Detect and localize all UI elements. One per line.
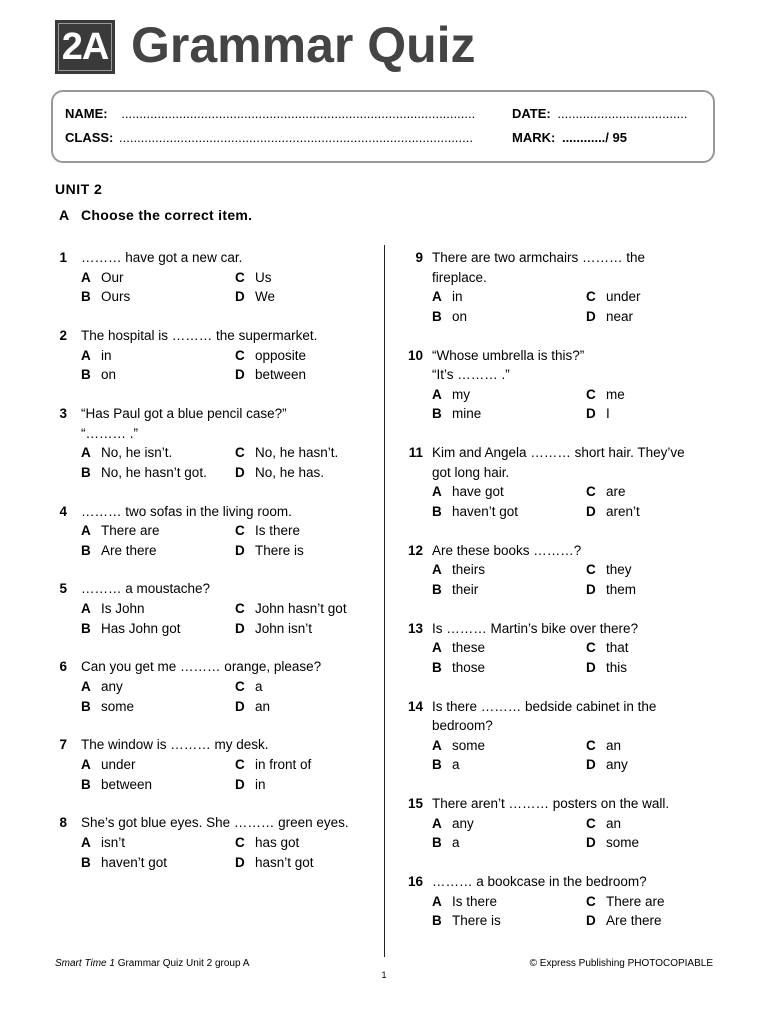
option-text: under bbox=[101, 757, 136, 772]
option-text: between bbox=[101, 776, 153, 792]
option-letter: D bbox=[586, 757, 596, 773]
option-letter: B bbox=[81, 542, 91, 558]
question-text: There are two armchairs ……… the fireplace. bbox=[432, 250, 646, 285]
answer-option-a[interactable] bbox=[432, 385, 586, 405]
option-letter: B bbox=[81, 289, 91, 305]
answer-option-c[interactable] bbox=[586, 736, 736, 756]
question-number: 10 bbox=[407, 347, 423, 363]
mark-row bbox=[512, 130, 627, 145]
option-text: between bbox=[255, 367, 307, 383]
question-number: 6 bbox=[59, 659, 67, 675]
option-text: this bbox=[606, 659, 628, 675]
answer-options bbox=[81, 268, 375, 307]
question-text: ……… have got a new car. bbox=[81, 250, 243, 265]
answer-option-d[interactable] bbox=[586, 502, 736, 522]
answer-option-d[interactable] bbox=[586, 307, 736, 327]
option-text: John hasn’t got bbox=[255, 601, 347, 617]
option-letter: D bbox=[586, 913, 596, 929]
option-text: There are bbox=[606, 893, 665, 909]
question-text: “Has Paul got a blue pencil case?” “……… .” bbox=[81, 405, 287, 441]
option-text: Is there bbox=[452, 893, 498, 909]
question-text: The hospital is ……… the supermarket. bbox=[81, 327, 318, 343]
option-text: No, he hasn’t got. bbox=[101, 464, 207, 480]
answer-option-c[interactable] bbox=[586, 482, 736, 502]
option-text: they bbox=[606, 562, 632, 578]
option-letter: C bbox=[586, 289, 596, 305]
question-number: 15 bbox=[407, 796, 423, 812]
question-number: 4 bbox=[59, 503, 67, 519]
option-text: mine bbox=[452, 406, 482, 422]
section-letter: A bbox=[59, 207, 70, 223]
question-number: 2 bbox=[59, 327, 67, 343]
option-letter: C bbox=[235, 523, 245, 539]
option-letter: A bbox=[81, 523, 91, 539]
question-text: ……… two sofas in the living room. bbox=[81, 503, 292, 519]
answer-options bbox=[432, 287, 723, 326]
answer-option-c[interactable] bbox=[586, 287, 736, 307]
answer-option-b[interactable] bbox=[432, 755, 586, 775]
question-text: ……… a moustache? bbox=[81, 581, 211, 597]
answer-options bbox=[432, 736, 723, 775]
option-letter: B bbox=[81, 698, 91, 714]
question-item bbox=[55, 579, 375, 638]
option-letter: D bbox=[235, 464, 245, 480]
option-text: an bbox=[255, 698, 271, 714]
option-text: No, he hasn’t. bbox=[255, 445, 339, 461]
option-letter: B bbox=[81, 464, 91, 480]
option-text: haven’t got bbox=[452, 503, 519, 519]
answer-option-c[interactable] bbox=[235, 268, 385, 288]
answer-option-a[interactable] bbox=[432, 736, 586, 756]
answer-option-a[interactable] bbox=[432, 814, 586, 834]
name-field[interactable]: .................................................................................................. bbox=[121, 106, 476, 121]
option-text: on bbox=[452, 308, 468, 324]
option-letter: C bbox=[235, 601, 245, 617]
option-letter: A bbox=[432, 484, 442, 500]
option-letter: D bbox=[235, 367, 245, 383]
option-letter: D bbox=[235, 289, 245, 305]
option-letter: B bbox=[432, 406, 442, 422]
question-item bbox=[403, 872, 723, 931]
option-text: No, he has. bbox=[255, 464, 325, 480]
date-field[interactable]: .................................... bbox=[557, 106, 688, 121]
option-text: No, he isn’t. bbox=[101, 445, 173, 461]
option-text: some bbox=[452, 737, 486, 753]
answer-option-a[interactable] bbox=[81, 599, 235, 619]
answer-option-a[interactable] bbox=[81, 521, 235, 541]
option-letter: C bbox=[586, 562, 596, 578]
option-text: have got bbox=[452, 484, 504, 500]
question-item bbox=[55, 248, 375, 307]
question-item bbox=[55, 735, 375, 794]
option-letter: B bbox=[432, 308, 442, 324]
option-text: has got bbox=[255, 834, 300, 850]
option-text: There is bbox=[452, 913, 501, 929]
answer-options bbox=[81, 677, 375, 716]
answer-option-b[interactable] bbox=[81, 697, 235, 717]
option-text: in bbox=[255, 776, 266, 792]
question-text: ……… a bookcase in the bedroom? bbox=[432, 874, 647, 890]
answer-option-b[interactable] bbox=[432, 580, 586, 600]
answer-options bbox=[81, 755, 375, 794]
answer-option-b[interactable] bbox=[81, 365, 235, 385]
date-row bbox=[512, 106, 687, 121]
answer-option-d[interactable] bbox=[586, 658, 736, 678]
option-text: theirs bbox=[452, 562, 486, 578]
option-letter: B bbox=[432, 581, 442, 597]
question-item bbox=[55, 326, 375, 385]
option-text: Our bbox=[101, 269, 124, 285]
question-text: Is there ……… bedside cabinet in the bedroom? bbox=[432, 698, 657, 734]
option-text: that bbox=[606, 640, 629, 656]
question-item bbox=[403, 697, 723, 775]
option-letter: D bbox=[235, 776, 245, 792]
left-question-column bbox=[55, 248, 375, 891]
option-text: Is John bbox=[101, 601, 145, 617]
option-letter: A bbox=[81, 601, 91, 617]
option-text: me bbox=[606, 386, 625, 402]
mark-field[interactable]: ............/ 95 bbox=[561, 130, 627, 145]
option-text: Has John got bbox=[101, 620, 181, 636]
page-title: Grammar Quiz bbox=[131, 17, 476, 73]
option-letter: A bbox=[81, 347, 91, 363]
question-text: The window is ……… my desk. bbox=[81, 737, 269, 753]
option-text: on bbox=[101, 367, 117, 383]
question-item bbox=[403, 443, 723, 521]
option-text: them bbox=[606, 581, 637, 597]
question-text: There aren’t ……… posters on the wall. bbox=[432, 796, 670, 812]
option-letter: A bbox=[81, 445, 91, 461]
answer-option-b[interactable] bbox=[81, 541, 235, 561]
question-item bbox=[403, 794, 723, 853]
question-number: 5 bbox=[59, 581, 67, 597]
mark-label: MARK: bbox=[512, 130, 556, 145]
answer-options bbox=[432, 560, 723, 599]
answer-options bbox=[81, 521, 375, 560]
answer-option-a[interactable] bbox=[432, 560, 586, 580]
option-letter: C bbox=[235, 445, 245, 461]
option-text: any bbox=[452, 815, 474, 831]
answer-option-d[interactable] bbox=[586, 911, 736, 931]
answer-option-c[interactable] bbox=[586, 892, 736, 912]
answer-option-c[interactable] bbox=[586, 385, 736, 405]
question-text: Is ……… Martin’s bike over there? bbox=[432, 620, 639, 636]
option-text: opposite bbox=[255, 347, 307, 363]
student-info-box bbox=[51, 90, 715, 163]
question-number: 8 bbox=[59, 815, 67, 831]
answer-option-b[interactable] bbox=[81, 287, 235, 307]
option-letter: A bbox=[81, 757, 91, 772]
option-letter: B bbox=[81, 620, 91, 636]
question-number: 11 bbox=[408, 445, 423, 461]
answer-option-a[interactable] bbox=[432, 638, 586, 658]
option-text: Is there bbox=[255, 523, 301, 539]
section-heading bbox=[59, 207, 252, 223]
option-text: a bbox=[452, 757, 460, 773]
answer-option-c[interactable] bbox=[235, 599, 385, 619]
answer-option-a[interactable] bbox=[81, 268, 235, 288]
option-letter: D bbox=[235, 698, 245, 714]
footer-copyright: © Express Publishing PHOTOCOPIABLE bbox=[529, 958, 713, 969]
option-letter: C bbox=[235, 757, 245, 772]
answer-option-c[interactable] bbox=[235, 521, 385, 541]
answer-option-a[interactable] bbox=[81, 755, 235, 775]
unit-badge: 2A bbox=[55, 20, 115, 74]
option-text: Are there bbox=[606, 913, 662, 929]
option-letter: A bbox=[432, 737, 442, 753]
answer-option-a[interactable] bbox=[432, 892, 586, 912]
answer-option-a[interactable] bbox=[81, 443, 235, 463]
option-text: some bbox=[606, 835, 640, 851]
option-letter: D bbox=[586, 581, 596, 597]
option-letter: C bbox=[586, 737, 596, 753]
answer-option-d[interactable] bbox=[586, 580, 736, 600]
question-item bbox=[403, 619, 723, 678]
option-text: aren’t bbox=[606, 503, 640, 519]
footer-description: Grammar Quiz Unit 2 group A bbox=[114, 958, 250, 969]
option-letter: A bbox=[81, 269, 91, 285]
footer-book-title: Smart Time 1 bbox=[55, 958, 115, 969]
answer-option-b[interactable] bbox=[81, 775, 235, 795]
option-letter: B bbox=[432, 757, 442, 773]
answer-option-d[interactable] bbox=[586, 404, 736, 424]
option-text: haven’t got bbox=[101, 854, 168, 870]
answer-option-d[interactable] bbox=[235, 463, 385, 483]
option-text: There are bbox=[101, 523, 160, 539]
section-instruction: Choose the correct item. bbox=[81, 207, 253, 223]
option-letter: C bbox=[235, 269, 245, 285]
option-letter: A bbox=[432, 562, 442, 578]
option-text: isn’t bbox=[101, 834, 126, 850]
question-number: 7 bbox=[59, 737, 67, 753]
option-letter: B bbox=[81, 776, 91, 792]
answer-option-d[interactable] bbox=[586, 755, 736, 775]
question-number: 12 bbox=[407, 542, 423, 558]
option-text: We bbox=[255, 289, 276, 305]
question-text: Kim and Angela ……… short hair. They’ve got long hair. bbox=[432, 445, 685, 480]
date-label: DATE: bbox=[512, 106, 551, 121]
answer-option-b[interactable] bbox=[81, 853, 235, 873]
answer-option-d[interactable] bbox=[235, 775, 385, 795]
option-text: near bbox=[606, 308, 634, 324]
option-text: I bbox=[606, 406, 610, 422]
question-text: Can you get me ……… orange, please? bbox=[81, 659, 322, 675]
page-number: 1 bbox=[381, 970, 387, 980]
option-letter: C bbox=[235, 679, 245, 695]
option-letter: A bbox=[432, 386, 442, 402]
option-letter: B bbox=[81, 367, 91, 383]
answer-option-d[interactable] bbox=[235, 541, 385, 561]
option-letter: D bbox=[586, 659, 596, 675]
question-text: She’s got blue eyes. She ……… green eyes. bbox=[81, 815, 349, 831]
answer-options bbox=[432, 385, 723, 424]
footer-left bbox=[55, 958, 249, 969]
question-number: 9 bbox=[415, 250, 423, 265]
option-text: an bbox=[606, 737, 622, 753]
option-letter: C bbox=[586, 386, 596, 402]
answer-option-c[interactable] bbox=[235, 833, 385, 853]
option-text: those bbox=[452, 659, 486, 675]
option-letter: B bbox=[432, 659, 442, 675]
option-text: any bbox=[101, 679, 123, 695]
option-text: some bbox=[101, 698, 135, 714]
option-letter: A bbox=[432, 640, 442, 656]
question-number: 16 bbox=[407, 874, 423, 890]
answer-option-d[interactable] bbox=[235, 619, 385, 639]
answer-option-b[interactable] bbox=[432, 833, 586, 853]
option-text: a bbox=[452, 835, 460, 851]
answer-option-a[interactable] bbox=[81, 833, 235, 853]
option-text: their bbox=[452, 581, 479, 597]
answer-option-c[interactable] bbox=[235, 346, 385, 366]
option-text: are bbox=[606, 484, 626, 500]
answer-option-d[interactable] bbox=[235, 365, 385, 385]
answer-option-b[interactable] bbox=[432, 307, 586, 327]
answer-option-d[interactable] bbox=[235, 853, 385, 873]
option-text: these bbox=[452, 640, 486, 656]
option-letter: C bbox=[586, 815, 596, 831]
option-letter: D bbox=[586, 503, 596, 519]
option-letter: B bbox=[432, 503, 442, 519]
answer-option-b[interactable] bbox=[432, 404, 586, 424]
question-number: 3 bbox=[59, 405, 67, 421]
option-letter: A bbox=[81, 679, 91, 695]
answer-option-c[interactable] bbox=[235, 443, 385, 463]
option-letter: A bbox=[432, 289, 442, 305]
option-text: Are there bbox=[101, 542, 157, 558]
question-text: Are these books ………? bbox=[432, 542, 582, 558]
option-text: hasn’t got bbox=[255, 854, 314, 870]
option-letter: B bbox=[432, 835, 442, 851]
option-letter: D bbox=[586, 406, 596, 422]
class-field[interactable]: .................................................................................................. bbox=[119, 130, 473, 145]
option-text: any bbox=[606, 757, 628, 773]
answer-option-b[interactable] bbox=[81, 463, 235, 483]
answer-option-a[interactable] bbox=[432, 482, 586, 502]
unit-heading: UNIT 2 bbox=[55, 181, 103, 197]
option-letter: D bbox=[235, 620, 245, 636]
option-letter: C bbox=[235, 834, 245, 850]
option-letter: D bbox=[586, 835, 596, 851]
question-number: 13 bbox=[407, 620, 423, 636]
option-letter: B bbox=[432, 913, 442, 929]
answer-option-c[interactable] bbox=[586, 638, 736, 658]
option-text: in front of bbox=[255, 757, 312, 772]
question-number: 1 bbox=[59, 250, 67, 265]
answer-option-d[interactable] bbox=[235, 287, 385, 307]
option-letter: C bbox=[235, 347, 245, 363]
question-item bbox=[403, 248, 723, 326]
page-header bbox=[55, 18, 575, 76]
option-text: Us bbox=[255, 269, 272, 285]
option-text: Ours bbox=[101, 289, 131, 305]
option-text: under bbox=[606, 289, 641, 305]
answer-option-d[interactable] bbox=[586, 833, 736, 853]
option-text: my bbox=[452, 386, 470, 402]
answer-option-b[interactable] bbox=[432, 502, 586, 522]
option-letter: D bbox=[586, 308, 596, 324]
answer-options bbox=[432, 892, 723, 931]
name-label: NAME: bbox=[65, 106, 108, 121]
right-question-column bbox=[403, 248, 723, 950]
answer-option-c[interactable] bbox=[235, 755, 385, 775]
answer-options bbox=[432, 638, 723, 677]
option-letter: A bbox=[432, 815, 442, 831]
answer-options bbox=[81, 833, 375, 872]
question-text: “Whose umbrella is this?” “It’s ……… .” bbox=[432, 347, 585, 383]
question-item bbox=[55, 657, 375, 716]
answer-options bbox=[432, 482, 723, 521]
question-number: 14 bbox=[407, 698, 423, 714]
answer-option-a[interactable] bbox=[81, 677, 235, 697]
answer-option-b[interactable] bbox=[432, 658, 586, 678]
answer-option-a[interactable] bbox=[432, 287, 586, 307]
option-letter: D bbox=[235, 542, 245, 558]
name-row bbox=[65, 106, 475, 121]
option-text: a bbox=[255, 679, 263, 695]
answer-options bbox=[81, 443, 375, 482]
answer-option-b[interactable] bbox=[81, 619, 235, 639]
class-label: CLASS: bbox=[65, 130, 114, 145]
answer-option-b[interactable] bbox=[432, 911, 586, 931]
class-row bbox=[65, 130, 473, 145]
option-letter: A bbox=[432, 893, 442, 909]
question-item bbox=[55, 813, 375, 872]
question-item bbox=[55, 502, 375, 561]
option-text: John isn’t bbox=[255, 620, 313, 636]
option-letter: D bbox=[235, 854, 245, 870]
option-text: in bbox=[101, 347, 112, 363]
option-letter: A bbox=[81, 834, 91, 850]
option-letter: C bbox=[586, 893, 596, 909]
question-item bbox=[55, 404, 375, 482]
option-text: in bbox=[452, 289, 463, 305]
answer-option-c[interactable] bbox=[586, 814, 736, 834]
answer-option-c[interactable] bbox=[235, 677, 385, 697]
answer-options bbox=[81, 346, 375, 385]
question-item bbox=[403, 346, 723, 424]
answer-option-d[interactable] bbox=[235, 697, 385, 717]
option-letter: C bbox=[586, 484, 596, 500]
answer-options bbox=[432, 814, 723, 853]
answer-options bbox=[81, 599, 375, 638]
option-text: There is bbox=[255, 542, 304, 558]
option-letter: C bbox=[586, 640, 596, 656]
answer-option-c[interactable] bbox=[586, 560, 736, 580]
question-item bbox=[403, 541, 723, 600]
answer-option-a[interactable] bbox=[81, 346, 235, 366]
option-text: an bbox=[606, 815, 622, 831]
option-letter: B bbox=[81, 854, 91, 870]
